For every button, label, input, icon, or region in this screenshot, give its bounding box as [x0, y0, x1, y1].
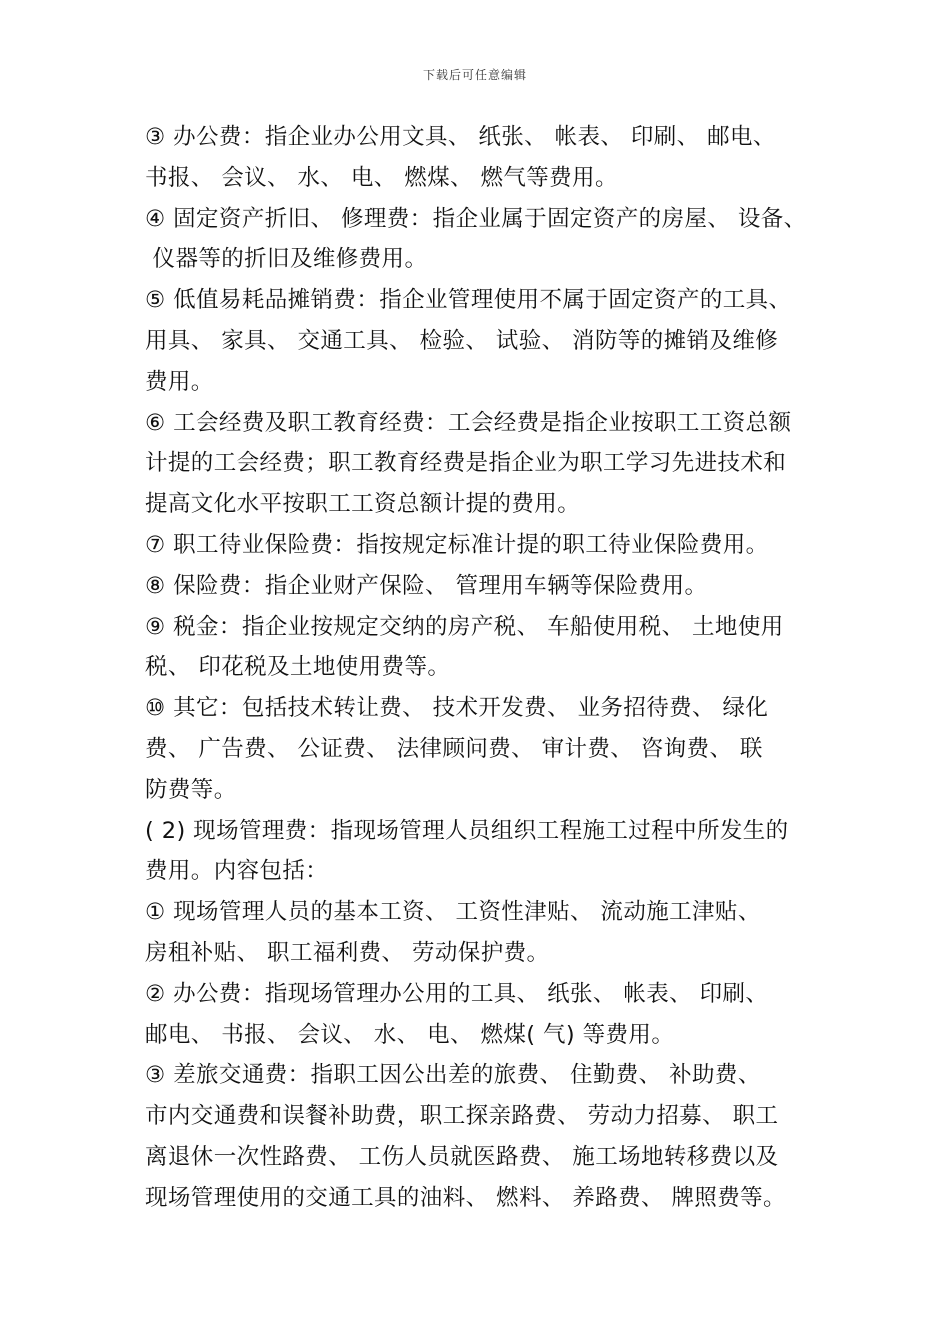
text-line: 用具、 家具、 交通工具、 检验、 试验、 消防等的摊销及维修: [145, 327, 779, 354]
text-line: ⑦ 职工待业保险费：指按规定标准计提的职工待业保险费用。: [145, 531, 769, 558]
text-line: ⑧ 保险费：指企业财产保险、 管理用车辆等保险费用。: [145, 572, 708, 599]
document-body: [145, 117, 825, 1219]
text-line: 费、 广告费、 公证费、 法律顾问费、 审计费、 咨询费、 联: [145, 735, 763, 762]
text-line: ② 办公费：指现场管理办公用的工具、 纸张、 帐表、 印刷、: [145, 980, 769, 1007]
text-line: ⑥ 工会经费及职工教育经费：工会经费是指企业按职工工资总额: [145, 409, 792, 436]
text-line: 计提的工会经费；职工教育经费是指企业为职工学习先进技术和: [145, 450, 787, 477]
text-line: ⑩ 其它：包括技术转让费、 技术开发费、 业务招待费、 绿化: [145, 695, 769, 722]
text-line: 房租补贴、 职工福利费、 劳动保护费。: [145, 939, 550, 966]
text-line: ④ 固定资产折旧、 修理费：指企业属于固定资产的房屋、 设备、: [145, 205, 807, 232]
text-line: ③ 差旅交通费：指职工因公出差的旅费、 住勤费、 补助费、: [145, 1062, 761, 1089]
text-line: ① 现场管理人员的基本工资、 工资性津贴、 流动施工津贴、: [145, 899, 761, 926]
text-line: ⑤ 低值易耗品摊销费：指企业管理使用不属于固定资产的工具、: [145, 287, 792, 314]
text-line: ③ 办公费：指企业办公用文具、 纸张、 帐表、 印刷、 邮电、: [145, 124, 776, 150]
text-line: ⑨ 税金：指企业按规定交纳的房产税、 车船使用税、 土地使用: [145, 613, 784, 640]
text-line: 市内交通费和误餐补助费，职工探亲路费、 劳动力招募、 职工: [145, 1103, 779, 1130]
text-line: 提高文化水平按职工工资总额计提的费用。: [145, 491, 581, 518]
text-line: 税、 印花税及土地使用费等。: [145, 654, 451, 681]
text-line: 邮电、 书报、 会议、 水、 电、 燃煤( 气) 等费用。: [145, 1021, 675, 1048]
text-line: 离退休一次性路费、 工伤人员就医路费、 施工场地转移费以及: [145, 1143, 779, 1170]
text-line: 书报、 会议、 水、 电、 燃煤、 燃气等费用。: [145, 164, 618, 191]
text-line: 费用。内容包括：: [145, 858, 329, 885]
text-line: 费用。: [145, 368, 214, 395]
text-line: 防费等。: [145, 776, 237, 803]
text-line: ( 2) 现场管理费：指现场管理人员组织工程施工过程中所发生的: [145, 817, 789, 844]
text-line: 仪器等的折旧及维修费用。: [145, 246, 428, 273]
page-header: 下载后可任意编辑: [422, 68, 527, 82]
text-line: 现场管理使用的交通工具的油料、 燃料、 养路费、 牌照费等。: [145, 1184, 786, 1211]
